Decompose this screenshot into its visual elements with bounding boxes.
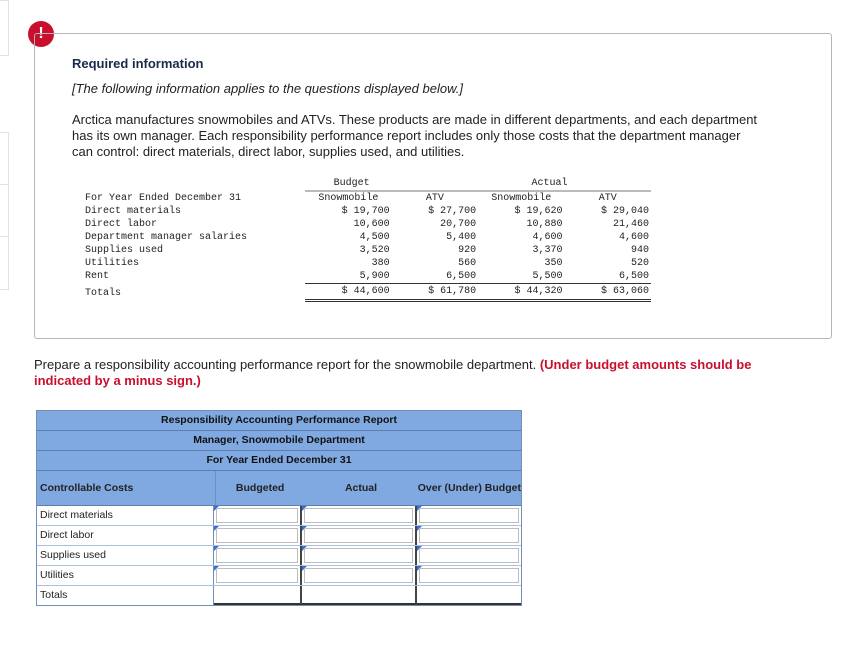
col-budgeted: Budgeted	[235, 482, 285, 494]
budget-header: Budget	[305, 177, 478, 191]
table-row	[37, 506, 521, 526]
side-tab[interactable]	[0, 184, 9, 238]
report-period-row	[37, 451, 521, 471]
report-period: For Year Ended December 31	[206, 454, 352, 466]
info-title: Required information	[72, 56, 204, 71]
table-row: Rent 5,900 6,500 5,500 6,500	[85, 271, 649, 283]
col-header: ATV	[598, 193, 617, 204]
period-label: For Year Ended December 31	[85, 192, 242, 204]
actual-input[interactable]	[302, 566, 417, 585]
prompt-text: Prepare a responsibility accounting performance report for the snowmobile department.	[34, 357, 537, 372]
col-over-under: Over (Under) Budget	[417, 482, 521, 494]
report-title: Responsibility Accounting Performance Report	[161, 414, 397, 426]
row-label: Totals	[37, 586, 214, 605]
budgeted-input[interactable]	[214, 526, 303, 545]
table-total-row: Totals $ 44,600 $ 61,780 $ 44,320 $ 63,060	[83, 284, 651, 301]
actual-input[interactable]	[302, 546, 417, 565]
table-row: Department manager salaries 4,500 5,400 4,600 4,600	[85, 232, 649, 243]
table-row: Supplies used 3,520 920 3,370 940	[85, 245, 649, 256]
report-column-headers	[37, 471, 521, 506]
budgeted-input[interactable]	[214, 546, 303, 565]
info-paragraph: Arctica manufactures snowmobiles and ATVs. These products are made in different departments, and each department has its own manager. Each responsibility performance report includes only those costs that the department manager can control: direct materials, direct labor, supplies used, and utilities.	[72, 112, 758, 159]
budgeted-input[interactable]	[214, 566, 303, 585]
row-label: Direct labor	[37, 526, 214, 545]
row-label: Supplies used	[37, 546, 214, 565]
budgeted-total[interactable]	[214, 586, 303, 605]
report-title-row	[37, 411, 521, 431]
actual-header: Actual	[478, 177, 651, 191]
table-row	[37, 566, 521, 586]
row-label: Utilities	[37, 566, 214, 585]
col-actual: Actual	[344, 482, 378, 494]
table-row	[37, 546, 521, 566]
info-subtitle: [The following information applies to the questions displayed below.]	[72, 81, 463, 96]
performance-report	[36, 410, 522, 606]
alert-icon: !	[28, 21, 54, 47]
over-under-input[interactable]	[417, 526, 521, 545]
over-under-total[interactable]	[417, 586, 521, 605]
report-manager: Manager, Snowmobile Department	[193, 434, 365, 446]
table-row: Utilities 380 560 350 520	[85, 258, 649, 269]
col-header: Snowmobile	[491, 193, 552, 204]
col-header: ATV	[425, 193, 444, 204]
table-row: Direct materials $ 19,700 $ 27,700 $ 19,620 $ 29,040	[85, 206, 649, 217]
col-controllable-costs: Controllable Costs	[37, 471, 216, 505]
actual-total[interactable]	[302, 586, 417, 605]
total-row	[37, 586, 521, 605]
prompt-note: (Under budget amounts should be indicated by a minus sign.)	[34, 357, 752, 388]
side-tab[interactable]	[0, 0, 9, 56]
table-row: Direct labor 10,600 20,700 10,880 21,460	[85, 219, 649, 230]
side-tab[interactable]	[0, 132, 9, 186]
report-manager-row	[37, 431, 521, 451]
table-row	[37, 526, 521, 546]
col-header: Snowmobile	[318, 193, 379, 204]
actual-input[interactable]	[302, 526, 417, 545]
cost-data-table	[83, 177, 651, 302]
question-prompt	[34, 357, 804, 389]
actual-input[interactable]	[302, 506, 417, 525]
side-tab[interactable]	[0, 236, 9, 290]
over-under-input[interactable]	[417, 566, 521, 585]
over-under-input[interactable]	[417, 546, 521, 565]
budgeted-input[interactable]	[214, 506, 303, 525]
row-label: Direct materials	[37, 506, 214, 525]
required-info-panel	[34, 33, 832, 339]
over-under-input[interactable]	[417, 506, 521, 525]
